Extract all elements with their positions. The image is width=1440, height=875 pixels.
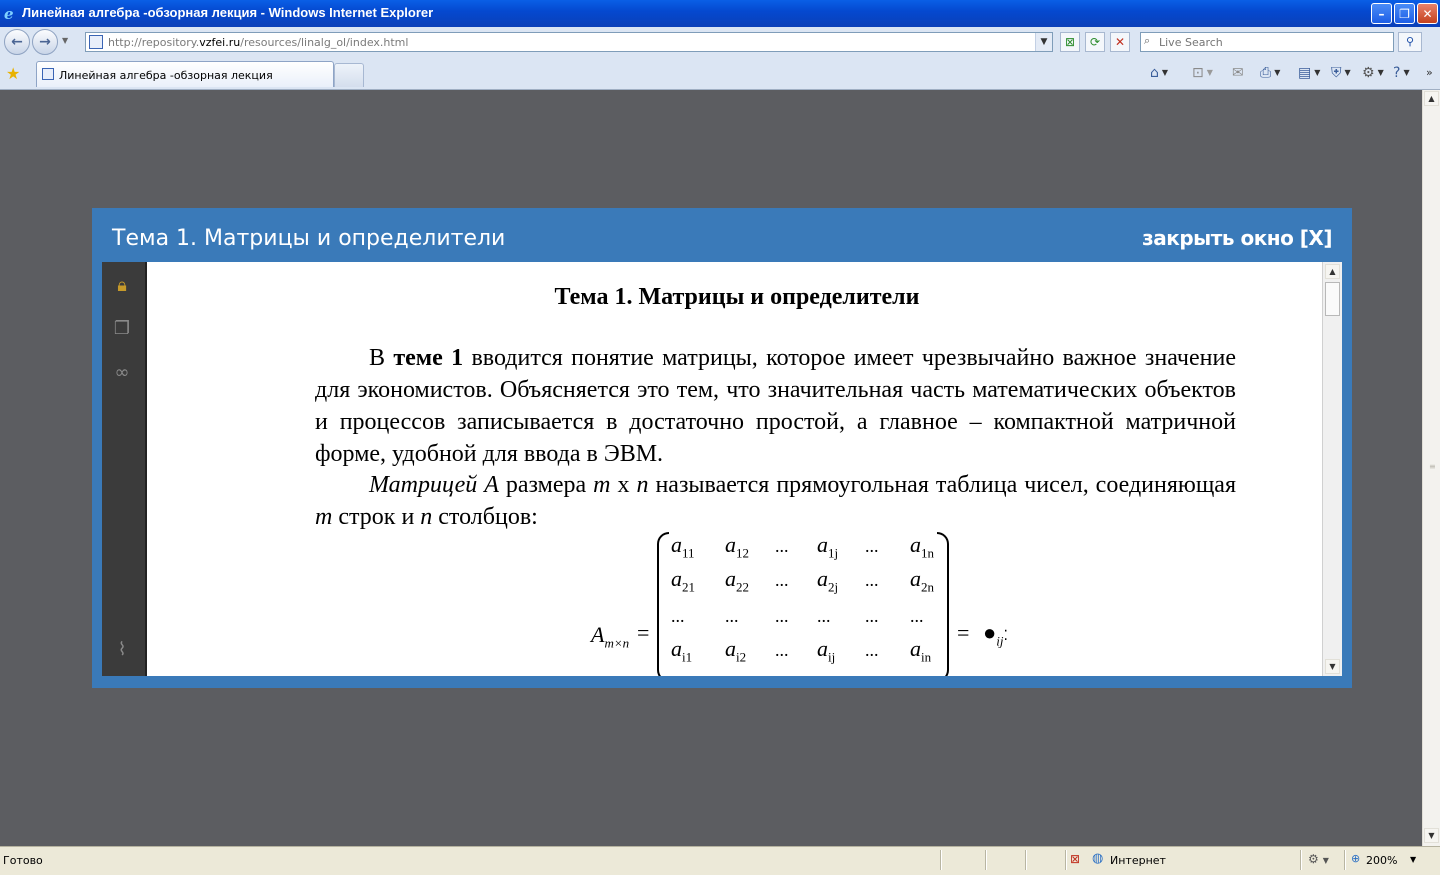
status-divider xyxy=(1025,850,1027,870)
matrix-cell: $a_{12}$ xyxy=(725,532,749,561)
matrix-cell: ... xyxy=(725,606,739,626)
feeds-icon[interactable]: ⊡ ▼ xyxy=(1192,65,1213,81)
minimize-button[interactable]: – xyxy=(1371,3,1392,24)
status-text: Готово xyxy=(3,854,43,867)
matrix-cell: ... xyxy=(817,606,831,626)
matrix-cell: $a_{21}$ xyxy=(671,566,695,595)
scroll-down-button[interactable]: ▼ xyxy=(1424,828,1439,843)
status-divider xyxy=(985,850,987,870)
address-input[interactable] xyxy=(85,32,1053,52)
forward-button[interactable]: → xyxy=(32,29,58,55)
matrix-cell: $a_{i1}$ xyxy=(671,636,693,665)
pdf-page xyxy=(147,262,1321,676)
ie-logo-icon: e xyxy=(4,5,14,23)
pdf-scroll-down[interactable]: ▼ xyxy=(1325,659,1340,674)
paperclip-icon[interactable]: ⌇ xyxy=(117,639,127,660)
home-icon[interactable]: ⌂ ▼ xyxy=(1150,65,1169,81)
history-dropdown-icon[interactable]: ▼ xyxy=(62,36,69,45)
equals-sign-2: = xyxy=(957,620,970,645)
tab-label: Линейная алгебра -обзорная лекция xyxy=(59,69,273,82)
binoculars-icon[interactable]: ∞ xyxy=(114,362,130,383)
scroll-up-button[interactable]: ▲ xyxy=(1424,91,1439,106)
paragraph-1: В теме 1 вводится понятие матрицы, которое имеет чрезвычайно важное значение для экономистов. Объясняется это тем, что значительная часть математических объектов и процессов записывается в достаточно простой, а главное – компактной матричной форме, удобной для ввода в ЭВМ. xyxy=(315,345,1236,467)
matrix-cell: $a_{in}$ xyxy=(910,636,932,665)
window-title: Линейная алгебра -обзорная лекция - Windows Internet Explorer xyxy=(22,5,434,20)
matrix-cell: ... xyxy=(865,570,879,590)
live-search-icon: ⌕ xyxy=(1144,34,1151,47)
matrix-cell: ... xyxy=(671,606,685,626)
matrix-grid xyxy=(667,532,937,676)
favorites-star-icon[interactable]: ★ xyxy=(6,64,21,83)
paragraph-2: Матрицей A размера m x n называется прямоугольная таблица чисел, соединяющая m строк и n столбцов: xyxy=(315,472,1236,530)
compatibility-icon[interactable]: ⊠ xyxy=(1060,32,1080,52)
pdf-scrollbar[interactable] xyxy=(1322,262,1342,676)
matrix-rhs: $●_{ij}⁚$ xyxy=(983,620,1008,649)
page-scrollbar[interactable] xyxy=(1422,90,1440,846)
help-icon[interactable]: ? ▼ xyxy=(1393,65,1410,81)
close-window-button[interactable]: ✕ xyxy=(1417,3,1438,24)
pdf-scroll-thumb[interactable] xyxy=(1325,282,1340,316)
search-button[interactable]: ⚲ xyxy=(1398,32,1422,52)
matrix-cell: ... xyxy=(775,606,789,626)
popup-title: Тема 1. Матрицы и определители xyxy=(112,226,506,251)
scroll-grip: ≡ xyxy=(1429,462,1436,471)
pdf-scroll-up[interactable]: ▲ xyxy=(1325,264,1340,279)
matrix-cell: ... xyxy=(775,640,789,660)
security-zone: Интернет xyxy=(1110,854,1166,867)
tab-toolbar xyxy=(0,59,1440,90)
matrix-cell: ... xyxy=(910,606,924,626)
globe-icon: ◍ xyxy=(1092,851,1104,866)
matrix-formula xyxy=(147,532,1321,676)
search-box[interactable] xyxy=(1140,32,1394,52)
matrix-cell: $a_{11}$ xyxy=(671,532,695,561)
zoom-icon[interactable]: ⊕ xyxy=(1351,852,1361,865)
matrix-cell: ... xyxy=(775,536,789,556)
toolbar-overflow-icon[interactable]: » xyxy=(1426,66,1433,79)
status-divider xyxy=(1344,850,1346,870)
matrix-cell: $a_{ij}$ xyxy=(817,636,836,665)
zoom-dropdown-icon[interactable]: ▼ xyxy=(1410,855,1417,864)
matrix-cell: ... xyxy=(865,640,879,660)
matrix-lhs: $A_{m\times n}$ xyxy=(591,622,630,651)
page-icon xyxy=(89,35,103,49)
matrix-cell: ... xyxy=(775,570,789,590)
address-dropdown-icon[interactable]: ▼ xyxy=(1035,33,1052,51)
refresh-button[interactable]: ⟳ xyxy=(1085,32,1105,52)
matrix-cell: $a_{i2}$ xyxy=(725,636,747,665)
protected-mode-icon[interactable]: ⚙ ▼ xyxy=(1308,852,1329,866)
safety-icon[interactable]: ⛨ ▼ xyxy=(1331,65,1351,81)
status-divider xyxy=(940,850,942,870)
search-input[interactable] xyxy=(1159,34,1387,50)
tab-page-icon xyxy=(42,68,54,80)
lecture-popup xyxy=(92,208,1352,688)
zoom-level[interactable]: 200% xyxy=(1366,854,1398,867)
matrix-cell: ... xyxy=(865,536,879,556)
address-toolbar xyxy=(0,27,1440,59)
read-mail-icon[interactable]: ✉ xyxy=(1232,65,1244,81)
pdf-viewer xyxy=(102,262,1342,676)
tools-gear-icon[interactable]: ⚙ ▼ xyxy=(1362,65,1384,81)
status-divider xyxy=(1300,850,1302,870)
matrix-cell: $a_{22}$ xyxy=(725,566,749,595)
lock-icon[interactable]: 🔒︎ xyxy=(117,275,127,296)
document-heading: Тема 1. Матрицы и определители xyxy=(554,284,920,310)
print-icon[interactable]: ⎙ ▼ xyxy=(1260,65,1281,81)
back-button[interactable]: ← xyxy=(4,29,30,55)
matrix-cell: $a_{1n}$ xyxy=(910,532,934,561)
matrix-cell: $a_{2j}$ xyxy=(817,566,839,595)
equals-sign: = xyxy=(637,620,650,645)
status-bar xyxy=(0,846,1440,875)
pdf-sidebar xyxy=(102,262,147,676)
matrix-cell: ... xyxy=(865,606,879,626)
window-title-bar[interactable] xyxy=(0,0,1440,27)
status-divider xyxy=(1065,850,1067,870)
matrix-cell: $a_{1j}$ xyxy=(817,532,839,561)
right-bracket xyxy=(937,532,949,676)
maximize-button[interactable]: ❐ xyxy=(1394,3,1415,24)
new-tab-button[interactable] xyxy=(334,63,364,87)
pages-icon[interactable]: ❐ xyxy=(113,318,131,339)
blocked-icon[interactable]: ⊠ xyxy=(1070,852,1081,866)
url-text: http://repository.vzfei.ru/resources/linalg_ol/index.html xyxy=(108,36,409,49)
popup-close-link[interactable]: закрыть окно [X] xyxy=(1142,226,1332,250)
matrix-cell: $a_{2n}$ xyxy=(910,566,934,595)
tab-active[interactable] xyxy=(36,61,334,87)
stop-button[interactable]: ✕ xyxy=(1110,32,1130,52)
page-menu-icon[interactable]: ▤ ▼ xyxy=(1298,65,1321,81)
